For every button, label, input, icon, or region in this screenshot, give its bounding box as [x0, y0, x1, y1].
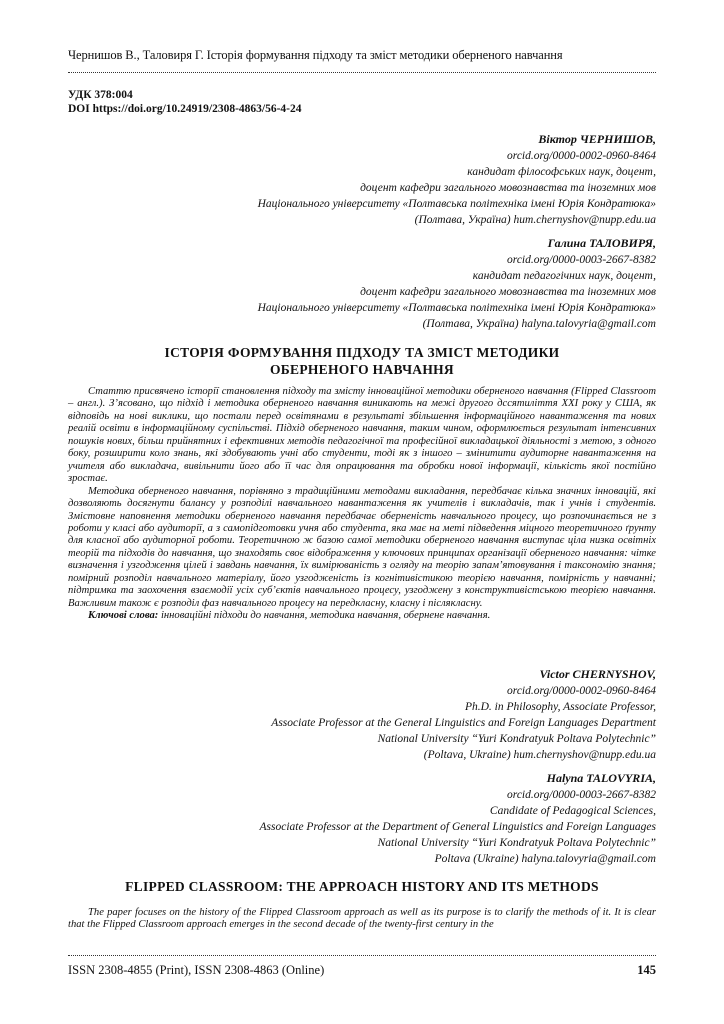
- author-block-en-1: [271, 666, 656, 763]
- footer-issn: ISSN 2308-4855 (Print), ISSN 2308-4863 (Online): [68, 963, 325, 977]
- abstract-uk: [68, 386, 656, 623]
- keywords-label: Ключові слова:: [88, 610, 159, 622]
- udk-block: [68, 88, 302, 116]
- author-orcid[interactable]: orcid.org/0000-0002-0960-8464: [507, 685, 656, 697]
- author-location-email: (Полтава, Україна) halyna.talovyria@gmail.com: [422, 318, 656, 330]
- author-name: Victor CHERNYSHOV,: [539, 667, 656, 681]
- footer-divider: [68, 955, 656, 956]
- author-name: Halyna TALOVYRIA,: [546, 771, 656, 785]
- abstract-paragraph: Методика оберненого навчання, порівняно з традиційними методами викладання, передбачає кілька значних інновацій, які дозволяють досягнути балансу у розподілі навчального навантаження як учителів і викладачів, так і учнів і студентів. Змістовне наповнення методики оберненого навчання передбачає оберненість навчального процесу, що розпочинається не з роботи у класі або аудиторії, а з самопідготовки учня або студента, яка має на меті підведення міцного теоретичного ґрунту для класної або аудиторної роботи. Теоретичною ж базою самої методики оберненого навчання виступає ціла низка освітніх теорій та підходів до навчання, що знаходять своє відображення у ключових принципах організації оберненого навчання: чітке визначення і узгодження цілей і завдань навчання, їх вимірюваність з огляду на теорію запам’ятовування і таксономію знання; помірний розподіл навчального матеріалу, його узгодженість із когнітивістикою теорією навчання, помірність у навчанні; підтримка та заохочення взаємодії усіх суб’єктів навчального процесу, узгоджену з конструктивістською теорією навчання. Важливим також є розподіл фаз навчального процесу на передкласну, класну і післякласну.: [68, 485, 656, 609]
- page-number: 145: [637, 963, 656, 977]
- author-position: доцент кафедри загального мовознавства та іноземних мов: [360, 182, 656, 194]
- header-divider: [68, 72, 656, 73]
- author-degree: кандидат філософських наук, доцент,: [467, 166, 656, 178]
- abstract-en: [68, 907, 656, 932]
- author-degree: Ph.D. in Philosophy, Associate Professor,: [464, 701, 656, 713]
- article-title-en: FLIPPED CLASSROOM: THE APPROACH HISTORY AND ITS METHODS: [125, 879, 599, 894]
- author-orcid[interactable]: orcid.org/0000-0002-0960-8464: [507, 150, 656, 162]
- author-name: Галина ТАЛОВИРЯ,: [547, 236, 656, 250]
- abstract-paragraph: Статтю присвячено історії становлення підходу та змісту інноваційної методики оберненого навчання (Flipped Classroom – англ.). З’ясовано, що підхід і методика оберненого навчання виникають на межі другого дссятиліття XXI року у США, як відповідь на нові виклики, що постали перед освітянами в результаті збільшення інформаційного навантаження та нових реалій освіти в інформаційному суспільстві. Підхід оберненого навчання, таким чином, оформлюється результат інтенсивних пошуків нових, більш прийнятних і ефективних методів педагогічної та професійної викладацької діяльності з метою, з одного боку, розширити коло знань, які здобувають учні або студенти, тоді як з іншого – змінитити аудиторне навантаження на учителя або викладача, вивільнити його або її час для опрацювання та обробки нової інформації, кількість якої постійно зростає.: [68, 386, 656, 485]
- author-position: Associate Professor at the Department of General Linguistics and Foreign Languages: [259, 821, 656, 833]
- author-orcid[interactable]: orcid.org/0000-0003-2667-8382: [507, 254, 656, 266]
- author-block-uk-2: [258, 235, 656, 332]
- author-location-email: Poltava (Ukraine) halyna.talovyria@gmail.com: [434, 853, 656, 865]
- doi-link[interactable]: DOI https://doi.org/10.24919/2308-4863/56-4-24: [68, 103, 302, 115]
- udk-code: УДК 378:004: [68, 89, 133, 101]
- author-location-email: (Poltava, Ukraine) hum.chernyshov@nupp.edu.ua: [423, 749, 656, 761]
- abstract-paragraph: The paper focuses on the history of the Flipped Classroom approach as well as its purpose is to clarify the methods of it. It is clear that the Flipped Classroom approach emerges in the second decade of the twenty-first century in the: [68, 907, 656, 931]
- keywords-uk: [68, 610, 656, 622]
- author-affiliation: National University “Yuri Kondratyuk Poltava Polytechnic”: [377, 733, 656, 745]
- author-orcid[interactable]: orcid.org/0000-0003-2667-8382: [507, 789, 656, 801]
- author-affiliation: Національного університету «Полтавська політехніка імені Юрія Кондратюка»: [257, 198, 656, 210]
- author-name: Віктор ЧЕРНИШОВ,: [538, 132, 656, 146]
- author-affiliation: Національного університету «Полтавська політехніка імені Юрія Кондратюка»: [257, 302, 656, 314]
- author-block-en-2: [259, 770, 656, 867]
- article-title-uk: [68, 344, 656, 378]
- author-block-uk-1: [258, 131, 656, 228]
- title-line: ОБЕРНЕНОГО НАВЧАННЯ: [269, 362, 454, 377]
- author-degree: кандидат педагогічних наук, доцент,: [472, 270, 656, 282]
- author-position: Associate Professor at the General Linguistics and Foreign Languages Department: [271, 717, 656, 729]
- author-position: доцент кафедри загального мовознавства та іноземних мов: [360, 286, 656, 298]
- author-location-email: (Полтава, Україна) hum.chernyshov@nupp.edu.ua: [414, 214, 656, 226]
- keywords-text: інноваційні підходи до навчання, методика навчання, обернене навчання.: [158, 610, 491, 622]
- title-line: ІСТОРІЯ ФОРМУВАННЯ ПІДХОДУ ТА ЗМІСТ МЕТОДИКИ: [164, 345, 560, 360]
- running-header: Чернишов В., Таловиря Г. Історія формування підходу та зміст методики оберненого навчання: [68, 48, 563, 62]
- author-affiliation: National University “Yuri Kondratyuk Poltava Polytechnic”: [377, 837, 656, 849]
- author-degree: Candidate of Pedagogical Sciences,: [489, 805, 656, 817]
